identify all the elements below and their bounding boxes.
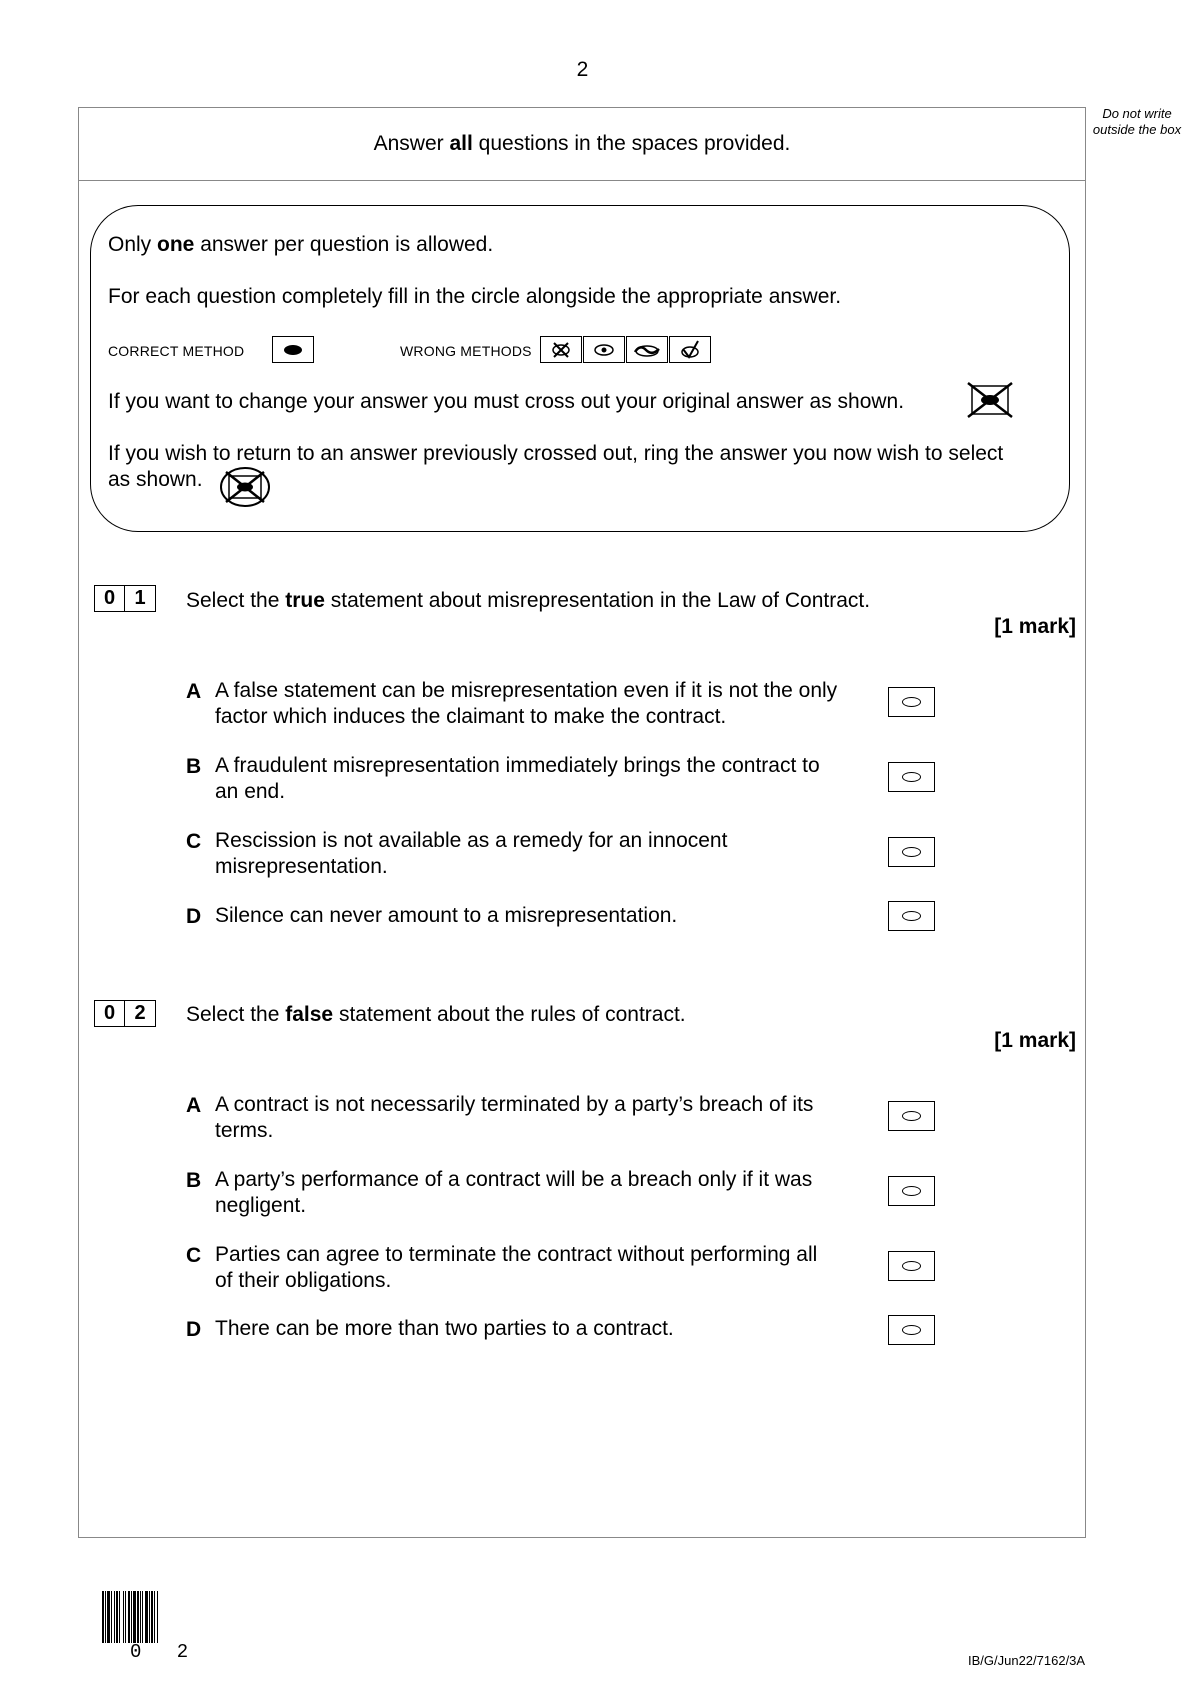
q02-option-d-answer-box[interactable]	[888, 1315, 935, 1345]
q01-option-d-answer-box[interactable]	[888, 901, 935, 931]
q02-option-c-answer-box[interactable]	[888, 1251, 935, 1281]
option-line: A contract is not necessarily terminated by a party’s breach of its	[215, 1093, 814, 1116]
q01-option-c-answer-box[interactable]	[888, 837, 935, 867]
margin-note: Do not write outside the box	[1092, 106, 1182, 137]
ticked-oval-icon	[678, 340, 702, 360]
instruction-prefix: Answer	[373, 132, 450, 155]
wrong-methods-examples	[540, 336, 712, 363]
option-line: A party’s performance of a contract will be a breach only if it was	[215, 1168, 813, 1191]
header-divider	[78, 180, 1086, 181]
paper-reference: IB/G/Jun22/7162/3A	[968, 1653, 1086, 1668]
option-line: misrepresentation.	[215, 855, 388, 878]
stem-bold: true	[285, 589, 325, 612]
q01-option-c-text	[215, 828, 880, 880]
rule-fill-circle: For each question completely fill in the circle alongside the appropriate answer.	[108, 285, 842, 308]
crossed-box-icon	[966, 382, 1016, 418]
q01-option-b-text	[215, 753, 880, 805]
option-line: an end.	[215, 780, 286, 803]
question-digit: 1	[125, 585, 156, 612]
option-line: Rescission is not available as a remedy for an innocent	[215, 829, 728, 852]
q01-option-a-text	[215, 678, 880, 730]
answer-oval-icon	[902, 911, 921, 921]
filled-oval-icon	[282, 343, 304, 357]
wrong-methods-label: WRONG METHODS	[400, 343, 532, 359]
q01-option-d-text	[215, 903, 880, 929]
answer-oval-icon	[902, 1325, 921, 1335]
rule-one-suffix: answer per question is allowed.	[194, 233, 494, 256]
ringed-crossed-icon	[218, 466, 274, 508]
option-line: of their obligations.	[215, 1269, 392, 1292]
stem-prefix: Select the	[186, 1003, 286, 1026]
answer-oval-icon	[902, 847, 921, 857]
ringed-answer-example	[218, 466, 274, 513]
rule-one-prefix: Only	[108, 233, 158, 256]
option-line: There can be more than two parties to a contract.	[215, 1317, 674, 1340]
page-number: 2	[576, 58, 589, 81]
question-number-02	[94, 1000, 156, 1027]
q02-option-c-text	[215, 1242, 880, 1294]
q02-option-a-answer-box[interactable]	[888, 1101, 935, 1131]
barcode-icon	[102, 1591, 212, 1643]
q02-option-b-answer-box[interactable]	[888, 1176, 935, 1206]
option-letter-b: B	[186, 755, 202, 778]
option-letter-c: C	[186, 830, 202, 853]
q01-option-a-answer-box[interactable]	[888, 687, 935, 717]
answer-oval-icon	[902, 1111, 921, 1121]
q02-option-a-text	[215, 1092, 880, 1144]
stem-suffix: statement about the rules of contract.	[333, 1003, 686, 1026]
rule-return-answer-line2: as shown.	[108, 468, 203, 491]
instruction-bold: all	[449, 132, 473, 155]
answer-oval-icon	[902, 772, 921, 782]
option-line: Parties can agree to terminate the contract without performing all	[215, 1243, 818, 1266]
question-digit: 0	[94, 585, 125, 612]
stem-bold: false	[285, 1003, 334, 1026]
question-02-stem	[186, 1003, 686, 1027]
answer-oval-icon	[902, 1261, 921, 1271]
crossed-out-example	[966, 382, 1016, 423]
question-01-marks: [1 mark]	[994, 615, 1076, 638]
correct-method-label: CORRECT METHOD	[108, 343, 245, 359]
stem-suffix: statement about misrepresentation in the Law of Contract.	[324, 589, 871, 612]
wrong-method-tick	[669, 336, 711, 363]
wrong-method-dot	[583, 336, 625, 363]
question-digit: 0	[94, 1000, 125, 1027]
question-01-stem	[186, 589, 870, 613]
q01-option-b-answer-box[interactable]	[888, 762, 935, 792]
option-line: terms.	[215, 1119, 274, 1142]
option-letter-d: D	[186, 905, 202, 928]
option-letter-c: C	[186, 1244, 202, 1267]
option-letter-d: D	[186, 1318, 202, 1341]
wrong-method-scribble	[626, 336, 668, 363]
answer-oval-icon	[902, 697, 921, 707]
dotted-oval-icon	[592, 342, 616, 358]
q02-option-b-text	[215, 1167, 880, 1219]
option-line: A fraudulent misrepresentation immediately brings the contract to	[215, 754, 820, 777]
option-letter-b: B	[186, 1169, 202, 1192]
crossed-oval-icon	[549, 342, 573, 358]
stem-prefix: Select the	[186, 589, 286, 612]
instruction-suffix: questions in the spaces provided.	[472, 132, 791, 155]
correct-method-example	[272, 336, 314, 363]
question-number-01	[94, 585, 156, 612]
general-instruction	[78, 132, 1086, 156]
option-line: A false statement can be misrepresentation even if it is not the only	[215, 679, 838, 702]
q02-option-d-text	[215, 1316, 880, 1342]
scribbled-oval-icon	[632, 342, 662, 358]
answer-oval-icon	[902, 1186, 921, 1196]
rule-return-answer-line1: If you wish to return to an answer previously crossed out, ring the answer you now wish to select	[108, 442, 1004, 465]
option-line: factor which induces the claimant to make the contract.	[215, 705, 727, 728]
wrong-method-cross	[540, 336, 582, 363]
option-letter-a: A	[186, 680, 202, 703]
barcode-digits: 0 2	[130, 1641, 201, 1663]
page-barcode	[102, 1591, 212, 1643]
question-digit: 2	[125, 1000, 156, 1027]
rule-one-bold: one	[157, 233, 195, 256]
rule-cross-out: If you want to change your answer you must cross out your original answer as shown.	[108, 390, 905, 413]
option-line: negligent.	[215, 1194, 307, 1217]
rule-one-answer	[108, 233, 493, 257]
option-line: Silence can never amount to a misrepresentation.	[215, 904, 678, 927]
question-02-marks: [1 mark]	[994, 1029, 1076, 1052]
option-letter-a: A	[186, 1094, 202, 1117]
